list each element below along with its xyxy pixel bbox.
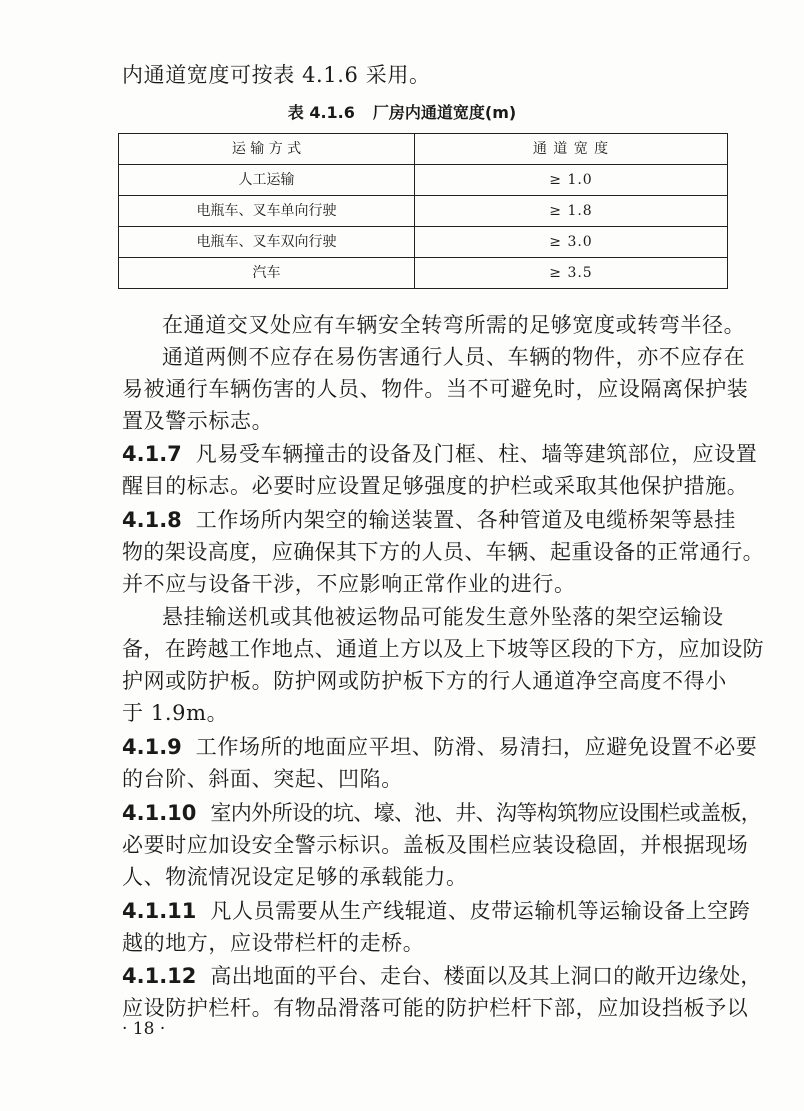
table-row: [119, 227, 728, 258]
aisle-width-table: [118, 133, 728, 289]
body-line: 并不应与设备干涉，不应影响正常作业的进行。: [122, 572, 576, 596]
intro-line: 内通道宽度可按表 4.1.6 采用。: [122, 63, 431, 87]
body-line: 置及警示标志。: [122, 409, 274, 433]
clause-text: 高出地面的平台、走台、楼面以及其上洞口的敞开边缘处，: [210, 964, 762, 988]
clause-text: 室内外所设的坑、壕、池、井、沟等构筑物应设围栏或盖板，: [210, 801, 762, 825]
body-line: 物的架设高度，应确保其下方的人员、车辆、起重设备的正常通行。: [122, 540, 764, 564]
clause-text: 凡易受车辆撞击的设备及门框、柱、墙等建筑部位，应设置: [195, 442, 758, 466]
body-line: 必要时应加设安全警示标识。盖板及围栏应装设稳固，并根据现场: [122, 833, 749, 857]
table-cell-width: ≥ 3.0: [415, 227, 728, 258]
clause-text: 工作场所的地面应平坦、防滑、易清扫，应避免设置不必要: [195, 735, 758, 759]
header-transport-mode: 运 输 方 式: [119, 134, 415, 165]
table-cell-mode: 汽车: [119, 258, 415, 289]
clause-text: 凡人员需要从生产线辊道、皮带运输机等运输设备上空跨: [210, 899, 751, 923]
clause-4-1-9-line: [122, 734, 757, 760]
clause-4-1-10-line: [122, 800, 761, 826]
table-cell-width: ≥ 3.5: [415, 258, 728, 289]
table-row: [119, 165, 728, 196]
table-cell-mode: 人工运输: [119, 165, 415, 196]
section-number: 4.1.10: [122, 801, 197, 825]
table-cell-width: ≥ 1.0: [415, 165, 728, 196]
body-line: 醒目的标志。必要时应设置足够强度的护栏或采取其他保护措施。: [122, 474, 749, 498]
section-number: 4.1.9: [122, 735, 182, 759]
body-line: 悬挂输送机或其他被运物品可能发生意外坠落的架空运输设: [162, 605, 724, 629]
table-cell-mode: 电瓶车、叉车单向行驶: [119, 196, 415, 227]
clause-4-1-12-line: [122, 963, 762, 989]
page-number: · 18 ·: [122, 1019, 166, 1039]
section-number: 4.1.11: [122, 899, 197, 923]
body-line: 通道两侧不应存在易伤害通行人员、车辆的物件，亦不应存在: [162, 345, 746, 369]
body-line: 护网或防护板。防护网或防护板下方的行人通道净空高度不得小: [122, 669, 727, 693]
body-line: 越的地方，应设带栏杆的走桥。: [122, 931, 425, 955]
body-line: 在通道交叉处应有车辆安全转弯所需的足够宽度或转弯半径。: [162, 313, 746, 337]
body-line: 的台阶、斜面、突起、凹陷。: [122, 767, 403, 791]
body-line: 于 1.9m。: [122, 701, 229, 725]
clause-4-1-7-line: [122, 441, 757, 467]
table-cell-width: ≥ 1.8: [415, 196, 728, 227]
body-line: 备，在跨越工作地点、通道上方以及上下坡等区段的下方，应加设防: [122, 637, 764, 661]
table-row: [119, 196, 728, 227]
clause-4-1-11-line: [122, 898, 750, 924]
table-caption-title: 厂房内通道宽度(m): [372, 103, 517, 122]
clause-4-1-8-line: [122, 507, 736, 533]
body-line: 人、物流情况设定足够的承载能力。: [122, 865, 468, 889]
table-header-row: [119, 134, 728, 165]
table-caption: [0, 102, 804, 124]
body-line: 易被通行车辆伤害的人员、物件。当不可避免时，应设隔离保护装: [122, 377, 749, 401]
body-line: 应设防护栏杆。有物品滑落可能的防护栏杆下部，应加设挡板予以: [122, 996, 749, 1020]
table-caption-number: 表 4.1.6: [287, 103, 355, 122]
section-number: 4.1.7: [122, 442, 182, 466]
table-cell-mode: 电瓶车、叉车双向行驶: [119, 227, 415, 258]
table-row: [119, 258, 728, 289]
section-number: 4.1.8: [122, 508, 182, 532]
clause-text: 工作场所内架空的输送装置、各种管道及电缆桥架等悬挂: [195, 508, 736, 532]
header-aisle-width: 通 道 宽 度: [415, 134, 728, 165]
section-number: 4.1.12: [122, 964, 197, 988]
